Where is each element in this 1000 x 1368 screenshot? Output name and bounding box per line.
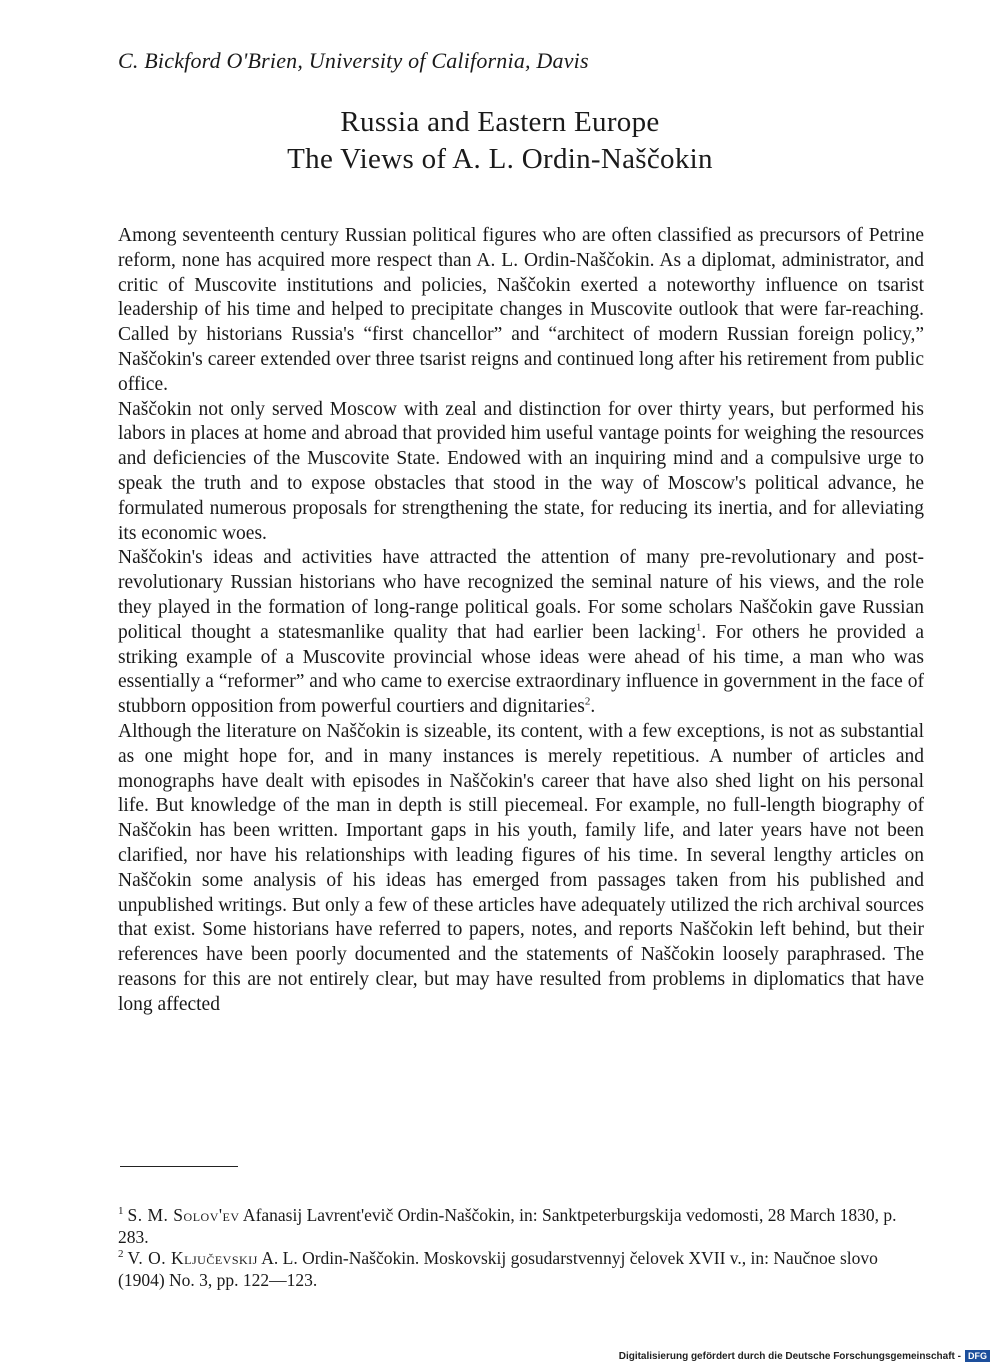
- paragraph-4: Although the literature on Naščokin is sizeable, its content, with a few exceptions, is not as substantial as one might hope for, and in many instances is merely repetitious. A number of articles and monographs have dealt with episodes in Naščokin's career that have also shed light on his personal life. But knowledge of the man in depth is still piecemeal. For example, no full-length biography of Naščokin has been written. Important gaps in his youth, family life, and later years have not been clarified, nor have his relationships with leading figures of his time. In several lengthy articles on Naščokin some analysis of his ideas has emerged from passages taken from his published and unpublished writings. But only a few of these articles have adequately utilized the rich archival sources that exist. Some historians have referred to papers, notes, and reports Naščokin left behind, but their references have been poorly documented and the statements of Naščokin loosely paraphrased. The reasons for this are not entirely clear, but may have resulted from problems in diplomatics that have long affected: [118, 720, 924, 1015]
- footnote-2-author: V. O. Ključevskij: [127, 1248, 258, 1268]
- footnote-1-mark: 1: [118, 1205, 124, 1218]
- paragraph-3-part-b: . For others he provided a striking example of a Muscovite provincial whose ideas were ahead of his time, a man who was essentially a “reformer” and who came to exercise extraordinary influence in government in the face of stubborn opposition from powerful courtiers and dignitaries: [118, 621, 924, 718]
- footnote-1: [118, 1205, 924, 1248]
- footnote-divider: [120, 1166, 238, 1167]
- paragraph-3: [118, 546, 924, 720]
- title-line-1: Russia and Eastern Europe: [340, 106, 660, 138]
- footnote-ref-1: 1: [695, 621, 702, 634]
- footnote-2-text: A. L. Ordin-Naščokin. Moskovskij gosudarstvennyj čelovek XVII v., in: Naučnoe slovo (1904) No. 3, pp. 122—123.: [118, 1248, 878, 1290]
- article-body: [118, 224, 924, 1018]
- footnotes: [118, 1205, 924, 1291]
- footnote-2: [118, 1248, 924, 1291]
- footnote-2-mark: 2: [118, 1248, 124, 1261]
- paragraph-1: Among seventeenth century Russian political figures who are often classified as precursors of Petrine reform, none has acquired more respect than A. L. Ordin-Naščokin. As a diplomat, administrator, and critic of Muscovite institutions and policies, Naščokin exerted a noteworthy influence on tsarist leadership of his time and helped to precipitate changes in Muscovite outlook that were far-reaching. Called by historians Russia's “first chancellor” and “architect of modern Russian foreign policy,” Naščokin's career extended over three tsarist reigns and continued long after his retirement from public office.: [118, 225, 924, 395]
- title-line-2: The Views of A. L. Ordin-Naščokin: [287, 143, 713, 175]
- footnote-ref-2: 2: [584, 695, 591, 708]
- credit-text: Digitalisierung gefördert durch die Deutsche Forschungsgemeinschaft -: [618, 1350, 961, 1362]
- paragraph-3-part-c: .: [590, 696, 596, 718]
- dfg-logo: DFG: [965, 1350, 990, 1362]
- article-title: [0, 104, 1000, 178]
- digitization-credit: [619, 1350, 990, 1362]
- paragraph-2: Naščokin not only served Moscow with zeal and distinction for over thirty years, but performed his labors in places at home and abroad that provided him useful vantage points for weighing the resources and deficiencies of the Muscovite State. Endowed with an inquiring mind and a compulsive urge to speak the truth and to expose obstacles that stood in the way of Moscow's political advance, he formulated numerous proposals for strengthening the state, for reducing its inertia, and for alleviating its economic woes.: [118, 398, 924, 544]
- footnote-1-author: S. M. Solov'ev: [127, 1205, 240, 1225]
- paragraph-3-part-a: Naščokin's ideas and activities have attracted the attention of many pre-revolutionary and post-revolutionary Russian historians who have recognized the seminal nature of his views, and the role they played in the formation of long-range political goals. For some scholars Naščokin gave Russian political thought a statesmanlike quality that had earlier been lacking: [118, 547, 924, 643]
- footnote-1-text: Afanasij Lavrent'evič Ordin-Naščokin, in: Sanktpeterburgskija vedomosti, 28 March 1830, p. 283.: [118, 1205, 897, 1247]
- author-affiliation: C. Bickford O'Brien, University of California, Davis: [118, 48, 589, 73]
